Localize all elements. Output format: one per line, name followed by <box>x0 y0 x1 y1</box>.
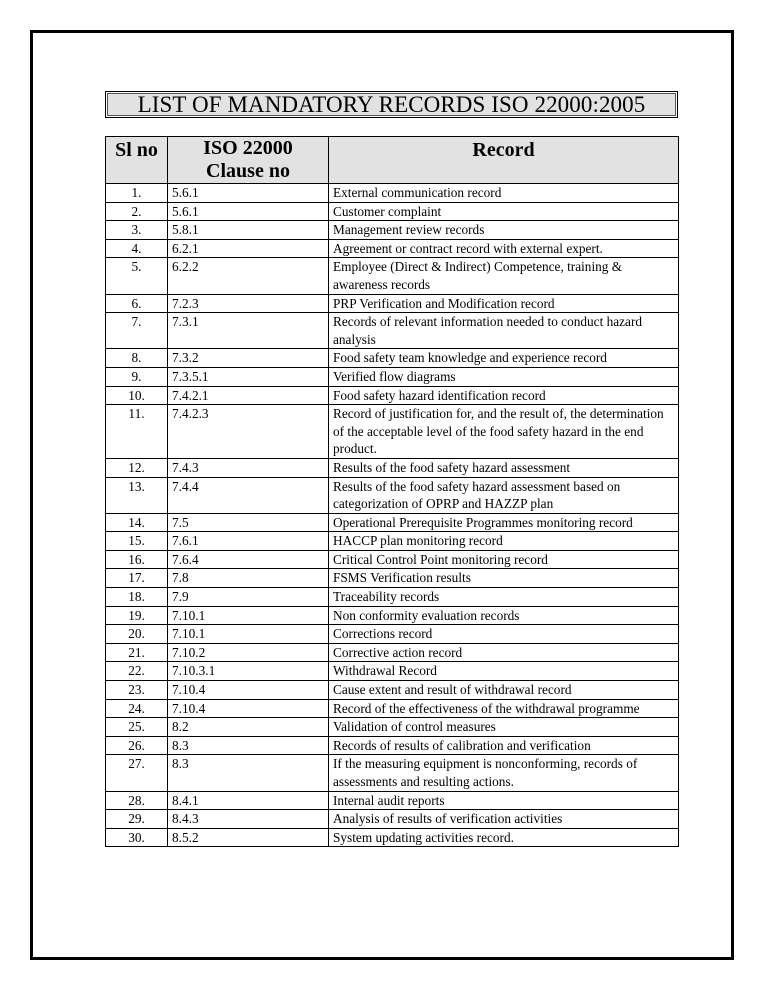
record-cell: Agreement or contract record with external expert. <box>329 239 679 258</box>
table-row <box>106 736 679 755</box>
clause-cell: 7.10.3.1 <box>168 662 329 681</box>
clause-cell: 6.2.2 <box>168 258 329 294</box>
sl-cell: 15. <box>106 532 168 551</box>
table-row <box>106 477 679 513</box>
sl-cell: 8. <box>106 349 168 368</box>
record-cell: System updating activities record. <box>329 828 679 847</box>
table-row <box>106 367 679 386</box>
table-row <box>106 569 679 588</box>
record-cell: Internal audit reports <box>329 791 679 810</box>
table-row <box>106 643 679 662</box>
record-cell: Analysis of results of verification activities <box>329 810 679 829</box>
clause-cell: 7.10.1 <box>168 625 329 644</box>
table-row <box>106 221 679 240</box>
record-cell: Corrections record <box>329 625 679 644</box>
record-cell: Operational Prerequisite Programmes monitoring record <box>329 513 679 532</box>
table-row <box>106 662 679 681</box>
table-row <box>106 828 679 847</box>
record-cell: Food safety team knowledge and experience record <box>329 349 679 368</box>
sl-cell: 12. <box>106 458 168 477</box>
table-row <box>106 810 679 829</box>
table-row <box>106 202 679 221</box>
sl-cell: 25. <box>106 718 168 737</box>
table-row <box>106 313 679 349</box>
record-cell: HACCP plan monitoring record <box>329 532 679 551</box>
record-cell: Records of relevant information needed to conduct hazard analysis <box>329 313 679 349</box>
table-row <box>106 184 679 203</box>
header-record: Record <box>329 137 679 184</box>
clause-cell: 7.6.4 <box>168 550 329 569</box>
table-row <box>106 625 679 644</box>
record-cell: Customer complaint <box>329 202 679 221</box>
sl-cell: 23. <box>106 681 168 700</box>
table-row <box>106 606 679 625</box>
table-row <box>106 718 679 737</box>
table-row <box>106 755 679 791</box>
sl-cell: 1. <box>106 184 168 203</box>
clause-cell: 7.10.2 <box>168 643 329 662</box>
sl-cell: 7. <box>106 313 168 349</box>
table-row <box>106 550 679 569</box>
record-cell: Corrective action record <box>329 643 679 662</box>
record-cell: Traceability records <box>329 588 679 607</box>
sl-cell: 16. <box>106 550 168 569</box>
table-row <box>106 532 679 551</box>
clause-cell: 7.6.1 <box>168 532 329 551</box>
header-sl-no: Sl no <box>106 137 168 184</box>
clause-cell: 6.2.1 <box>168 239 329 258</box>
clause-cell: 5.8.1 <box>168 221 329 240</box>
clause-cell: 7.4.2.3 <box>168 405 329 459</box>
title-box <box>105 91 678 118</box>
table-row <box>106 699 679 718</box>
table-row <box>106 349 679 368</box>
clause-cell: 5.6.1 <box>168 202 329 221</box>
clause-cell: 7.4.2.1 <box>168 386 329 405</box>
sl-cell: 29. <box>106 810 168 829</box>
clause-cell: 7.5 <box>168 513 329 532</box>
record-cell: Withdrawal Record <box>329 662 679 681</box>
clause-cell: 7.4.3 <box>168 458 329 477</box>
header-clause-no <box>168 137 329 184</box>
clause-cell: 7.3.2 <box>168 349 329 368</box>
sl-cell: 18. <box>106 588 168 607</box>
table-row <box>106 588 679 607</box>
clause-cell: 7.8 <box>168 569 329 588</box>
header-clause-line2: Clause no <box>206 160 290 182</box>
sl-cell: 22. <box>106 662 168 681</box>
record-cell: Critical Control Point monitoring record <box>329 550 679 569</box>
sl-cell: 24. <box>106 699 168 718</box>
sl-cell: 30. <box>106 828 168 847</box>
sl-cell: 17. <box>106 569 168 588</box>
clause-cell: 7.10.1 <box>168 606 329 625</box>
page-title: LIST OF MANDATORY RECORDS ISO 22000:2005 <box>137 91 646 117</box>
table-row <box>106 239 679 258</box>
record-cell: Results of the food safety hazard assessment based on categorization of OPRP and HAZZP plan <box>329 477 679 513</box>
record-cell: PRP Verification and Modification record <box>329 294 679 313</box>
clause-cell: 8.2 <box>168 718 329 737</box>
sl-cell: 10. <box>106 386 168 405</box>
record-cell: Management review records <box>329 221 679 240</box>
header-row <box>106 137 679 184</box>
record-cell: FSMS Verification results <box>329 569 679 588</box>
clause-cell: 5.6.1 <box>168 184 329 203</box>
record-cell: Non conformity evaluation records <box>329 606 679 625</box>
sl-cell: 11. <box>106 405 168 459</box>
sl-cell: 3. <box>106 221 168 240</box>
header-clause-line1: ISO 22000 <box>203 137 293 159</box>
sl-cell: 13. <box>106 477 168 513</box>
sl-cell: 4. <box>106 239 168 258</box>
record-cell: If the measuring equipment is nonconforming, records of assessments and resulting actions. <box>329 755 679 791</box>
table-row <box>106 405 679 459</box>
clause-cell: 8.5.2 <box>168 828 329 847</box>
clause-cell: 7.3.5.1 <box>168 367 329 386</box>
record-cell: Results of the food safety hazard assessment <box>329 458 679 477</box>
table-row <box>106 458 679 477</box>
table-row <box>106 513 679 532</box>
clause-cell: 8.3 <box>168 755 329 791</box>
clause-cell: 7.3.1 <box>168 313 329 349</box>
record-cell: Cause extent and result of withdrawal record <box>329 681 679 700</box>
sl-cell: 19. <box>106 606 168 625</box>
record-cell: Validation of control measures <box>329 718 679 737</box>
sl-cell: 21. <box>106 643 168 662</box>
sl-cell: 20. <box>106 625 168 644</box>
table-row <box>106 294 679 313</box>
record-cell: Food safety hazard identification record <box>329 386 679 405</box>
sl-cell: 6. <box>106 294 168 313</box>
table-row <box>106 791 679 810</box>
record-cell: External communication record <box>329 184 679 203</box>
table-row <box>106 386 679 405</box>
record-cell: Record of the effectiveness of the withdrawal programme <box>329 699 679 718</box>
table-row <box>106 681 679 700</box>
clause-cell: 7.10.4 <box>168 699 329 718</box>
table-row <box>106 258 679 294</box>
clause-cell: 7.2.3 <box>168 294 329 313</box>
record-cell: Record of justification for, and the result of, the determination of the acceptable level of the food safety hazard in the end product. <box>329 405 679 459</box>
record-cell: Employee (Direct & Indirect) Competence, training & awareness records <box>329 258 679 294</box>
sl-cell: 14. <box>106 513 168 532</box>
sl-cell: 5. <box>106 258 168 294</box>
records-table <box>105 136 679 847</box>
clause-cell: 7.10.4 <box>168 681 329 700</box>
clause-cell: 7.9 <box>168 588 329 607</box>
clause-cell: 8.4.3 <box>168 810 329 829</box>
clause-cell: 8.3 <box>168 736 329 755</box>
record-cell: Verified flow diagrams <box>329 367 679 386</box>
record-cell: Records of results of calibration and verification <box>329 736 679 755</box>
sl-cell: 2. <box>106 202 168 221</box>
sl-cell: 28. <box>106 791 168 810</box>
clause-cell: 8.4.1 <box>168 791 329 810</box>
clause-cell: 7.4.4 <box>168 477 329 513</box>
sl-cell: 9. <box>106 367 168 386</box>
sl-cell: 27. <box>106 755 168 791</box>
sl-cell: 26. <box>106 736 168 755</box>
